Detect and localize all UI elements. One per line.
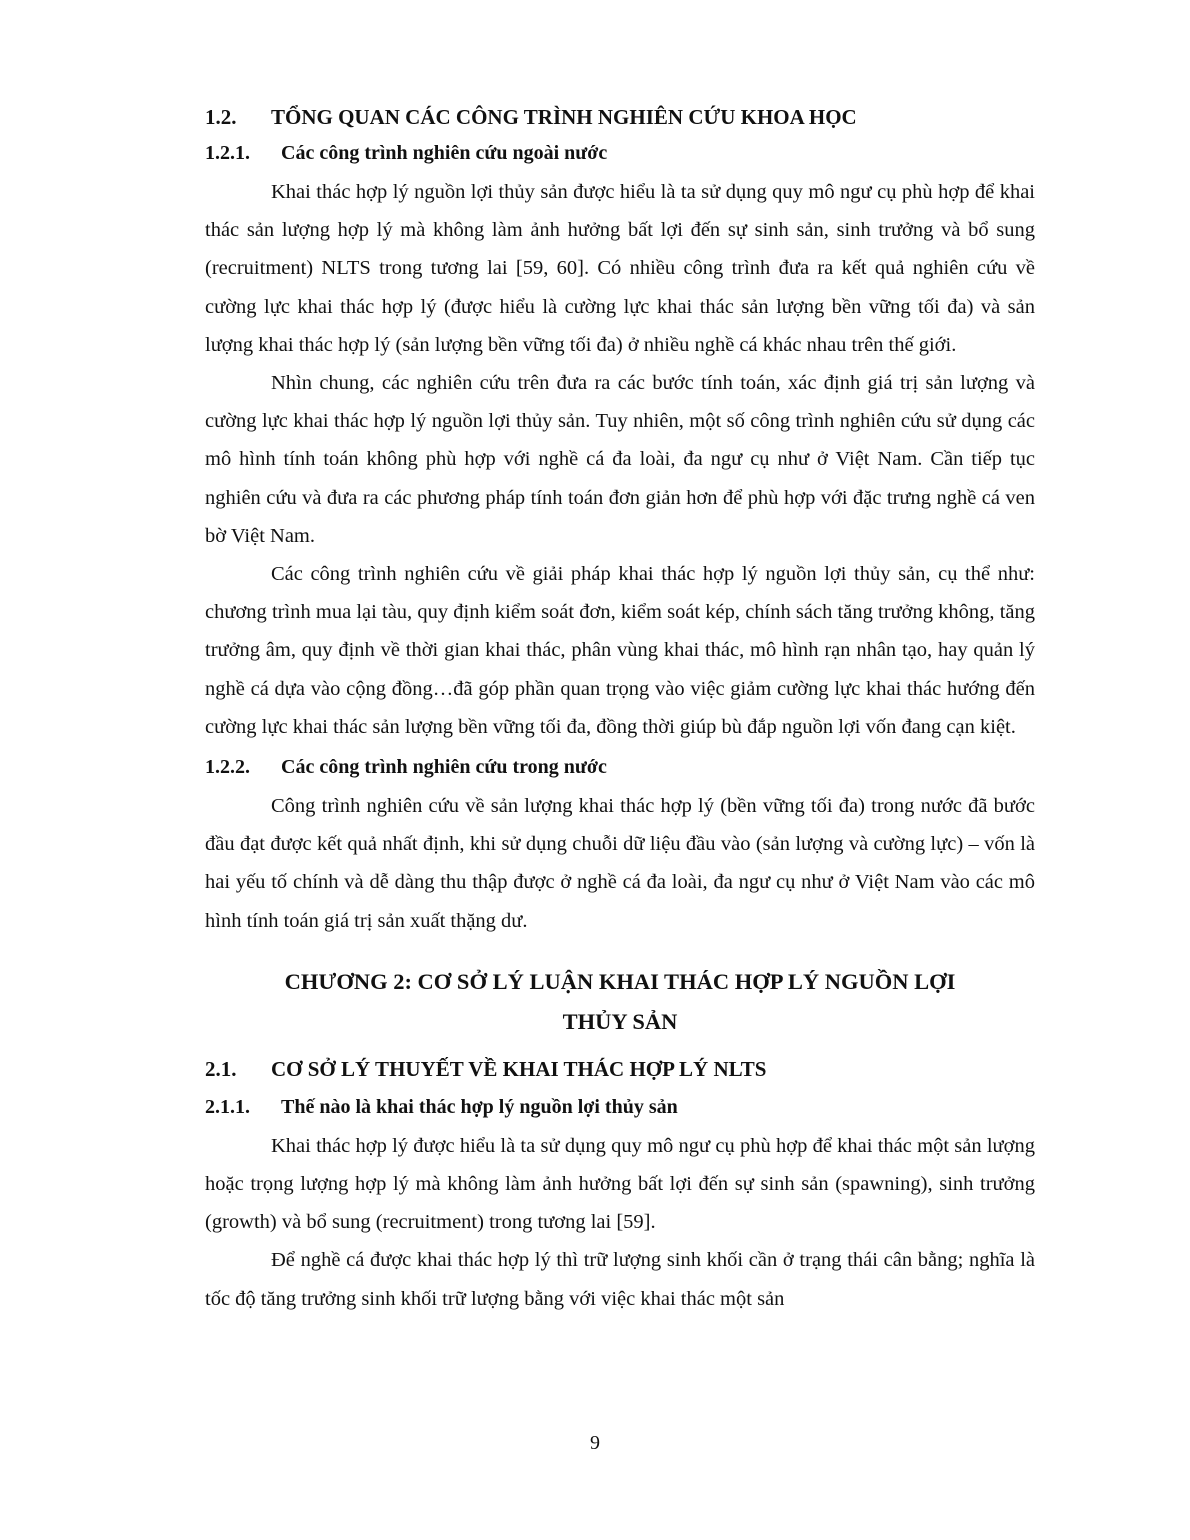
section-number: 1.2. (205, 105, 237, 129)
subsection-number: 2.1.1. (205, 1095, 250, 1118)
subsection-title: Các công trình nghiên cứu trong nước (281, 756, 607, 779)
subsection-title: Thế nào là khai thác hợp lý nguồn lợi thủy sản (281, 1095, 678, 1118)
paragraph: Nhìn chung, các nghiên cứu trên đưa ra các bước tính toán, xác định giá trị sản lượng và cường lực khai thác hợp lý nguồn lợi thủy sản. Tuy nhiên, một số công trình nghiên cứu sử dụng các mô hình tính toán không phù hợp với nghề cá đa loài, đa ngư cụ như ở Việt Nam. Cần tiếp tục nghiên cứu và đưa ra các phương pháp tính toán đơn giản hơn để phù hợp với đặc trưng nghề cá ven bờ Việt Nam. (205, 372, 1035, 547)
page-number: 9 (590, 1432, 600, 1454)
subsection-title: Các công trình nghiên cứu ngoài nước (281, 142, 608, 164)
section-heading-1-2 (205, 104, 1035, 130)
subsection-heading-1-2-2 (205, 754, 1035, 780)
section-title: TỔNG QUAN CÁC CÔNG TRÌNH NGHIÊN CỨU KHOA HỌC (271, 105, 857, 129)
chapter-title-line: CHƯƠNG 2: CƠ SỞ LÝ LUẬN KHAI THÁC HỢP LÝ NGUỒN LỢI (284, 968, 956, 994)
subsection-heading-1-2-1 (205, 140, 1035, 166)
section-number: 2.1. (205, 1056, 237, 1081)
paragraph: Để nghề cá được khai thác hợp lý thì trữ lượng sinh khối cần ở trạng thái cân bằng; nghĩa là tốc độ tăng trưởng sinh khối trữ lượng bằng với việc khai thác một sản (205, 1249, 1035, 1310)
document-page (205, 96, 1035, 1318)
subsection-number: 1.2.1. (205, 142, 250, 164)
chapter-title (205, 962, 1035, 1042)
paragraph: Khai thác hợp lý được hiểu là ta sử dụng quy mô ngư cụ phù hợp để khai thác một sản lượng hoặc trọng lượng hợp lý mà không làm ảnh hưởng bất lợi đến sự sinh sản (spawning), sinh trưởng (growth) và bổ sung (recruitment) trong tương lai [59]. (205, 1134, 1035, 1234)
subsection-number: 1.2.2. (205, 756, 250, 779)
section-heading-2-1 (205, 1056, 1035, 1082)
subsection-heading-2-1-1 (205, 1094, 1035, 1120)
paragraph: Công trình nghiên cứu về sản lượng khai thác hợp lý (bền vững tối đa) trong nước đã bước đầu đạt được kết quả nhất định, khi sử dụng chuỗi dữ liệu đầu vào (sản lượng và cường lực) – vốn là hai yếu tố chính và dễ dàng thu thập được ở nghề cá đa loài, đa ngư cụ như ở Việt Nam vào các mô hình tính toán giá trị sản xuất thặng dư. (205, 795, 1035, 932)
paragraph: Khai thác hợp lý nguồn lợi thủy sản được hiểu là ta sử dụng quy mô ngư cụ phù hợp để khai thác sản lượng hợp lý mà không làm ảnh hưởng bất lợi đến sự sinh sản, sinh trưởng và bổ sung (recruitment) NLTS trong tương lai [59, 60]. Có nhiều công trình đưa ra kết quả nghiên cứu về cường lực khai thác hợp lý (được hiểu là cường lực khai thác sản lượng bền vững tối đa) và sản lượng khai thác hợp lý (sản lượng bền vững tối đa) ở nhiều nghề cá khác nhau trên thế giới. (205, 181, 1035, 356)
section-title: CƠ SỞ LÝ THUYẾT VỀ KHAI THÁC HỢP LÝ NLTS (271, 1056, 767, 1081)
chapter-title-line: THỦY SẢN (562, 1008, 678, 1034)
paragraph: Các công trình nghiên cứu về giải pháp khai thác hợp lý nguồn lợi thủy sản, cụ thể như: chương trình mua lại tàu, quy định kiểm soát đơn, kiểm soát kép, chính sách tăng trưởng không, tăng trưởng âm, quy định về thời gian khai thác, phân vùng khai thác, mô hình rạn nhân tạo, hay quản lý nghề cá dựa vào cộng đồng…đã góp phần quan trọng vào việc giảm cường lực khai thác hướng đến cường lực khai thác sản lượng bền vững tối đa, đồng thời giúp bù đắp nguồn lợi vốn đang cạn kiệt. (205, 563, 1035, 738)
